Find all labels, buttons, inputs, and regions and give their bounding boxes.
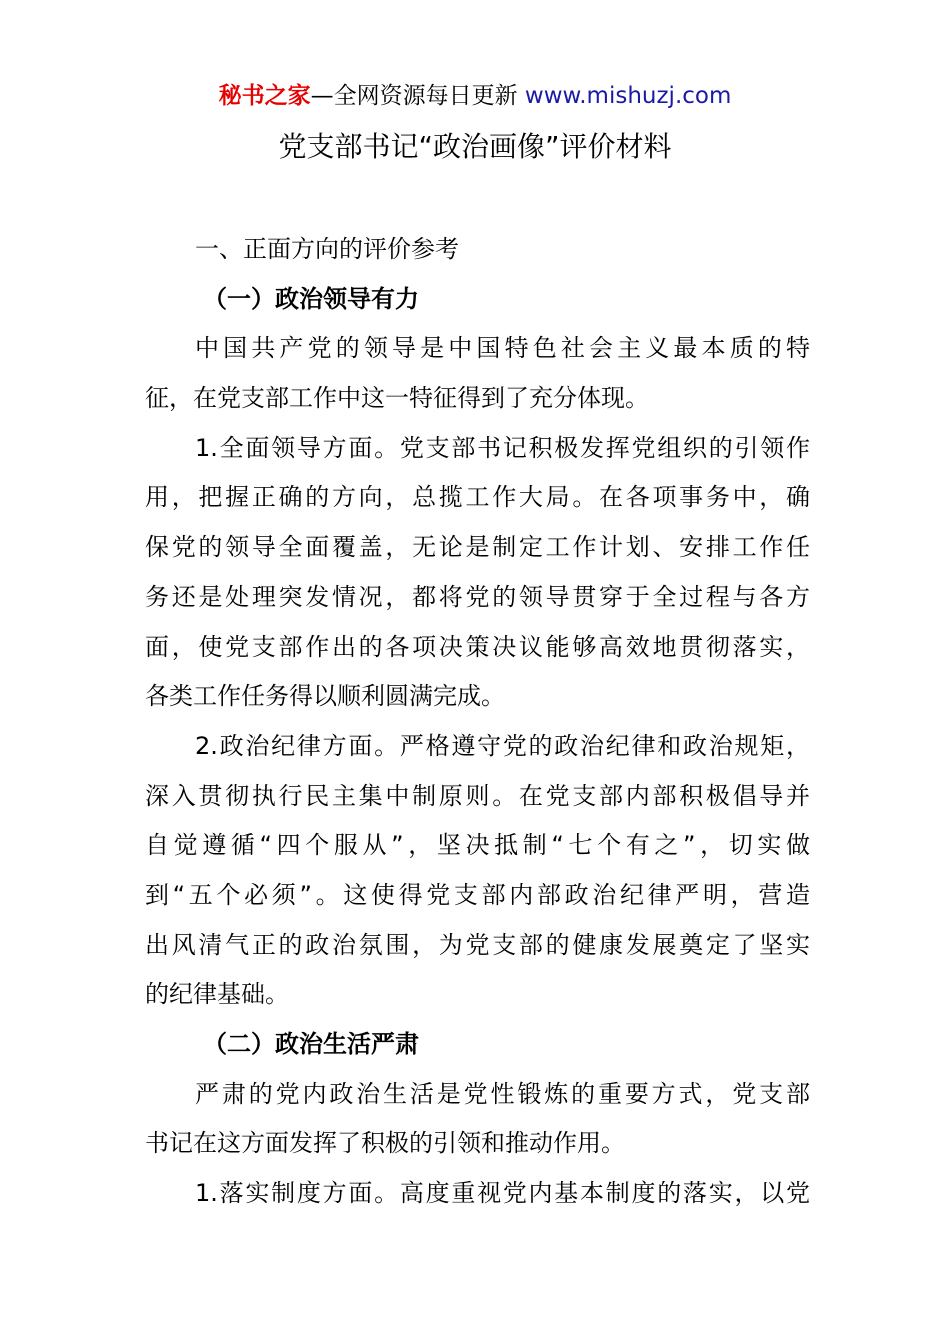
paragraph-line: 的纪律基础。: [145, 980, 289, 1009]
paragraph-line: 严肃的党内政治生活是党性锻炼的重要方式，党支部: [195, 1079, 810, 1108]
paragraph-line: 深入贯彻执行民主集中制原则。在党支部内部积极倡导并: [145, 781, 810, 810]
paragraph-line: 征，在党支部工作中这一特征得到了充分体现。: [145, 384, 649, 413]
site-url[interactable]: www.mishuzj.com: [524, 83, 732, 109]
paragraph-line: 2.政治纪律方面。严格遵守党的政治纪律和政治规矩，: [195, 731, 810, 760]
brand-name: 秘书之家: [218, 83, 311, 109]
header-tagline: —全网资源每日更新: [310, 83, 525, 109]
paragraph-line: 书记在这方面发挥了积极的引领和推动作用。: [145, 1129, 625, 1158]
paragraph-line: 出风清气正的政治氛围，为党支部的健康发展奠定了坚实: [145, 930, 810, 959]
paragraph-line: 面，使党支部作出的各项决策决议能够高效地贯彻落实，: [145, 632, 810, 661]
paragraph-line: 到“五个必须”。这使得党支部内部政治纪律严明，营造: [145, 880, 810, 909]
paragraph-line: 自觉遵循“四个服从”，坚决抵制“七个有之”，切实做: [145, 831, 810, 860]
document-title: 党支部书记“政治画像”评价材料: [278, 130, 672, 163]
subsection-heading: （一）政治领导有力: [203, 284, 419, 313]
paragraph-line: 务还是处理突发情况，都将党的领导贯穿于全过程与各方: [145, 582, 810, 611]
site-header: [0, 80, 950, 112]
section-heading: 一、正面方向的评价参考: [195, 235, 459, 263]
paragraph-line: 中国共产党的领导是中国特色社会主义最本质的特: [195, 334, 810, 363]
paragraph-line: 1.全面领导方面。党支部书记积极发挥党组织的引领作: [195, 433, 810, 462]
paragraph-line: 保党的领导全面覆盖，无论是制定工作计划、安排工作任: [145, 533, 810, 562]
paragraph-line: 1.落实制度方面。高度重视党内基本制度的落实，以党: [195, 1179, 810, 1208]
subsection-heading: （二）政治生活严肃: [203, 1030, 419, 1058]
paragraph-line: 用，把握正确的方向，总揽工作大局。在各项事务中，确: [145, 483, 810, 512]
document-body: [145, 225, 810, 1219]
paragraph-line: 各类工作任务得以顺利圆满完成。: [145, 682, 505, 711]
